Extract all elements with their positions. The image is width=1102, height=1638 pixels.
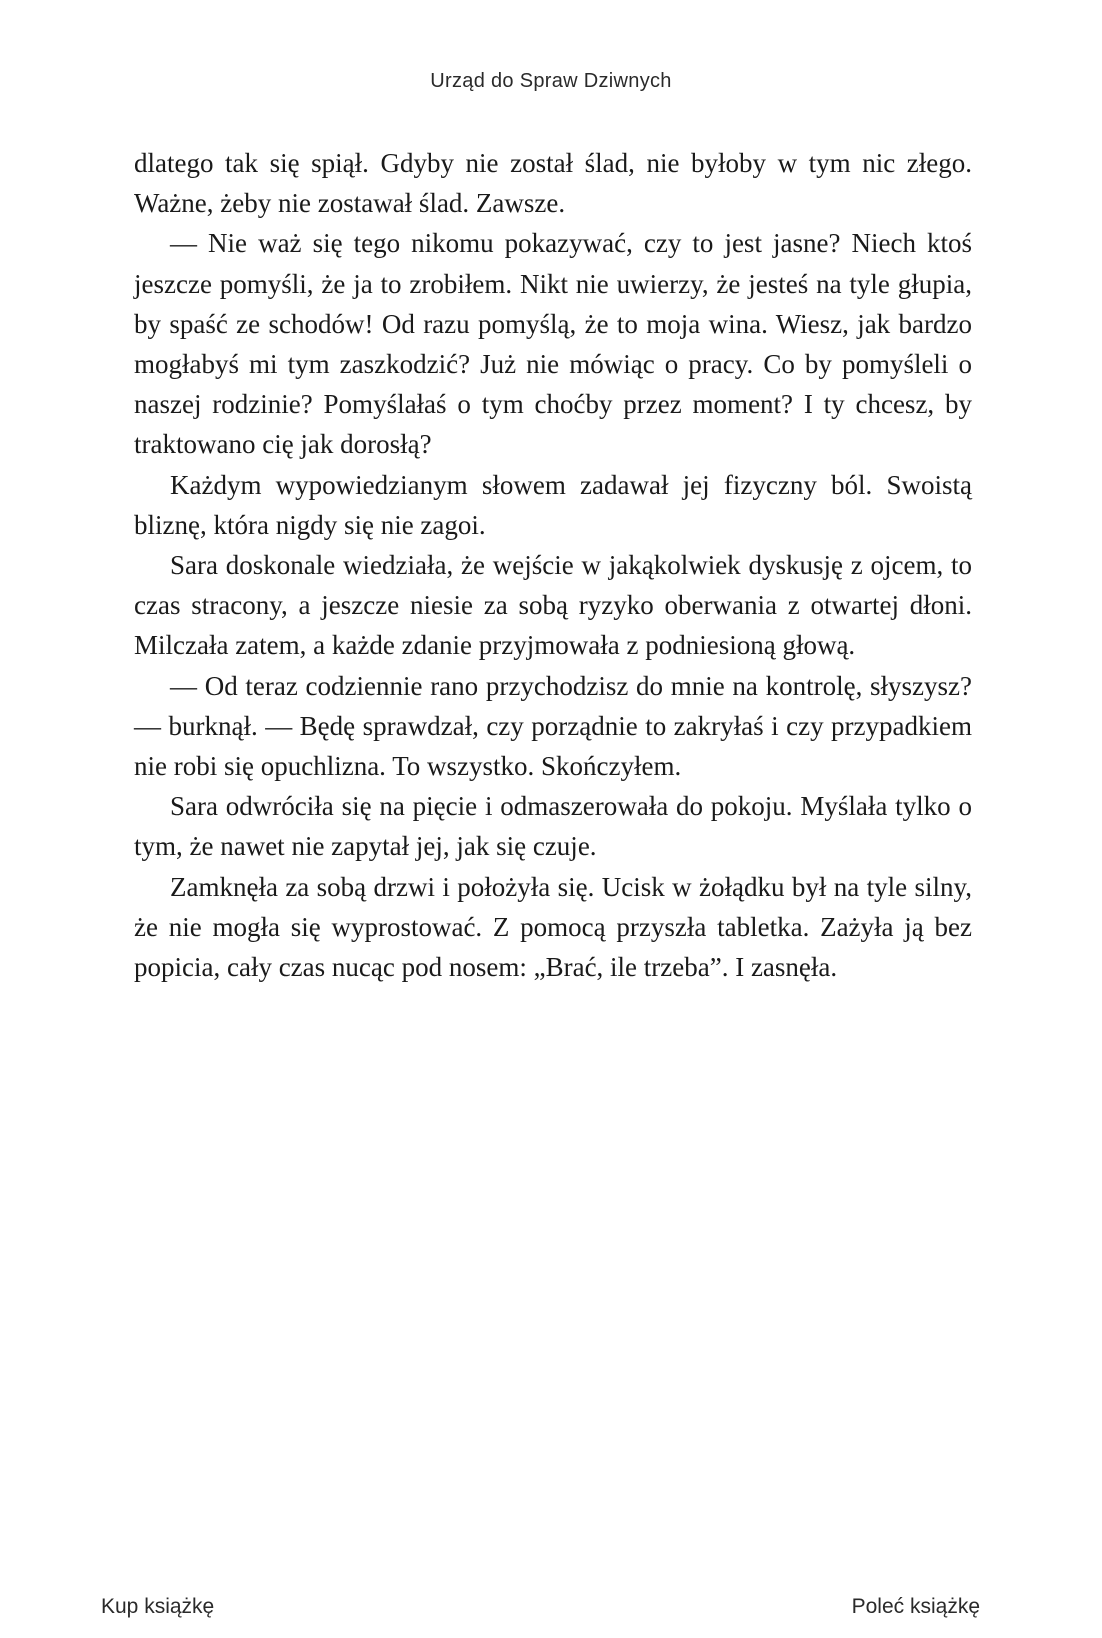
paragraph-6: Sara odwróciła się na pięcie i odmaszerowała do pokoju. Myślała tylko o tym, że nawet nie zapytał jej, jak się czuje. (134, 791, 972, 862)
paragraph-5: — Od teraz codziennie rano przychodzisz do mnie na kontrolę, słyszysz? — burknął. — Będę sprawdzał, czy porządnie to zakryłaś i czy przypadkiem nie robi się opuchlizna. To wszystko. Skończyłem. (134, 670, 972, 782)
paragraph-3: Każdym wypowiedzianym słowem zadawał jej fizyczny ból. Swoistą bliznę, która nigdy się nie zagoi. (134, 469, 972, 540)
paragraph-4: Sara doskonale wiedziała, że wejście w jakąkolwiek dyskusję z ojcem, to czas stracony, a jeszcze niesie za sobą ryzyko oberwania z otwartej dłoni. Milczała zatem, a każde zdanie przyjmowała z podniesioną głową. (134, 550, 972, 661)
paragraph-7: Zamknęła za sobą drzwi i położyła się. Ucisk w żołądku był na tyle silny, że nie mogła się wyprostować. Z pomocą przyszła tabletka. Zażyła ją bez popicia, cały czas nucąc pod nosem: „Brać, ile trzeba”. I zasnęła. (134, 871, 972, 983)
buy-book-link[interactable]: Kup książkę (101, 1595, 215, 1618)
recommend-book-link[interactable]: Poleć książkę (851, 1595, 980, 1618)
paragraph-2: — Nie waż się tego nikomu pokazywać, czy to jest jasne? Niech ktoś jeszcze pomyśli, że ja to zrobiłem. Nikt nie uwierzy, że jesteś na tyle głupia, by spaść ze schodów! Od razu pomyślą, że to moja wina. Wiesz, jak bardzo mogłabyś mi tym zaszkodzić? Już nie mówiąc o pracy. Co by pomyśleli o naszej rodzinie? Pomyślałaś o tym choćby przez moment? I ty chcesz, by traktowano cię jak dorosłą? (134, 228, 972, 460)
paragraph-1: dlatego tak się spiął. Gdyby nie został ślad, nie byłoby w tym nic złego. Ważne, żeby nie zostawał ślad. Zawsze. (134, 148, 972, 219)
page-body (134, 143, 972, 987)
running-title: Urząd do Spraw Dziwnych (430, 70, 672, 92)
